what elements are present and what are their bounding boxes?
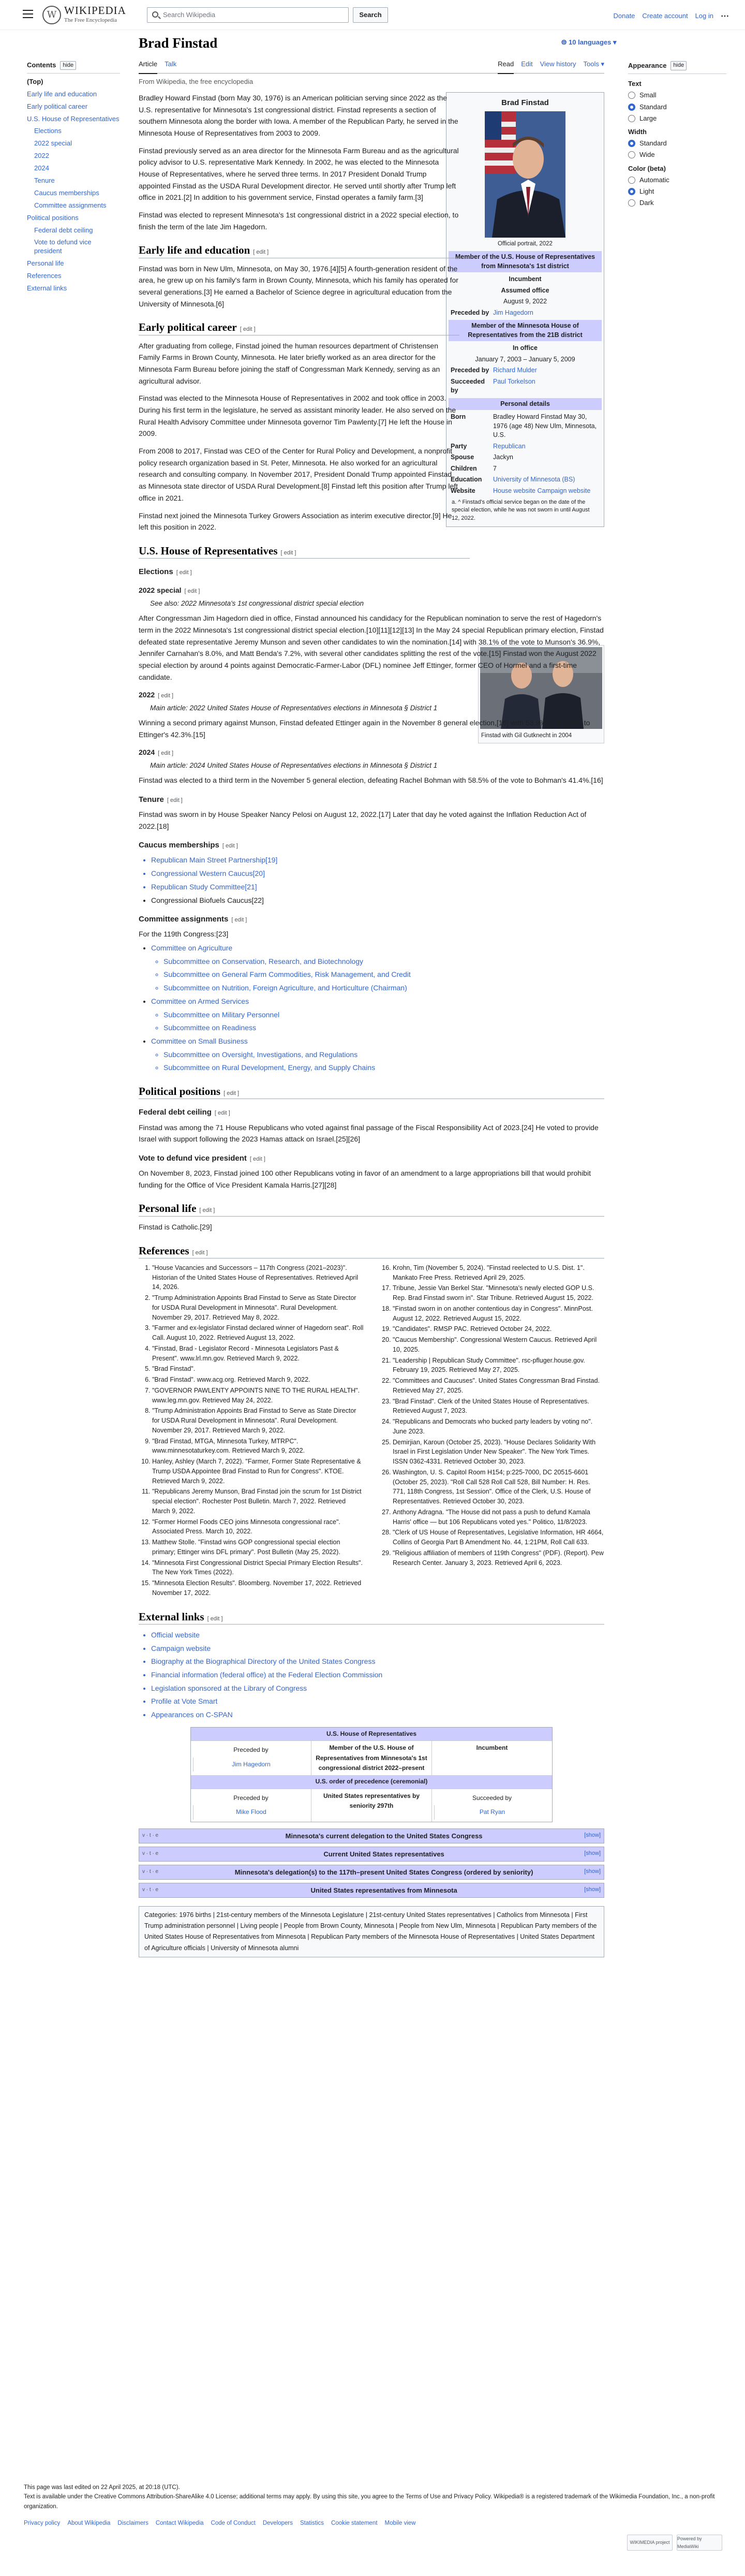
toc-item[interactable]: Tenure	[34, 177, 55, 185]
born-value: Bradley Howard Finstad May 30, 1976 (age 48) New Ulm, Minnesota, U.S.	[493, 413, 597, 439]
reference-item: 13. Matthew Stolle. "Finstad wins GOP congressional special election primary; Ettinger wins DFL primary". Post Bulletin (May 25, 2022).	[152, 1538, 364, 1557]
reference-item: 10. Hanley, Ashley (March 7, 2022). "Farmer, Former State Representative & Trump USDA Appointee Brad Finstad to Run for Congress". KTOE. Retrieved March 9, 2022.	[152, 1457, 364, 1486]
footer-link[interactable]: Disclaimers	[117, 2520, 148, 2527]
option-label: Light	[639, 187, 654, 195]
main-menu-icon[interactable]	[23, 10, 33, 18]
career-paragraph-3: From 2008 to 2017, Finstad was CEO of the Center for Rural Policy and Development, a nonprofit policy research organization based in St. Peter, Minnesota. He also worked for an agricultural research and consulting company. In November 2017, President Donald Trump appointed Finstad as Minnesota state director of USDA Rural Development.[8] Finstad left this position after Trump left office in 2021.	[139, 447, 458, 502]
section-heading-text: 2022	[139, 691, 155, 699]
reference-item: 22. "Committees and Caucuses". United States Congressman Brad Finstad. Retrieved May 27, 2025.	[393, 1376, 604, 1396]
mediawiki-badge[interactable]: Powered by MediaWiki	[677, 2535, 722, 2551]
toc-item[interactable]: Committee assignments	[34, 201, 107, 209]
edit-section-link[interactable]: [ edit ]	[199, 1207, 215, 1214]
lead-paragraph-2: Finstad previously served as an area director for the Minnesota Farm Bureau and as the agricultural policy advisor to U.S. representative Mark Kennedy. In 2002, he was elected to the Minnesota House of Representatives, where he served three terms. In 2017 President Donald Trump appointed Finstad as the USDA Rural Development director. He served until shortly after Trump left office in 2021.[2] In addition to his government service, Finstad operates a family farm.[3]	[139, 146, 459, 202]
precedence-next	[431, 1789, 552, 1822]
reference-item: 20. "Caucus Membership". Congressional Western Caucus. Retrieved April 10, 2025.	[393, 1335, 604, 1355]
section-house	[139, 544, 470, 559]
search-placeholder: Search Wikipedia	[163, 10, 216, 19]
navbox-vte-links[interactable]: v · t · e	[142, 1869, 159, 1875]
reference-item: 29. "Religious affiliation of members of 119th Congress" (PDF). (Report). Pew Research Center. January 3, 2023. Retrieved April 6, 2023.	[393, 1548, 604, 1568]
wikipedia-tagline: The Free Encyclopedia	[64, 17, 117, 23]
site-sub: From Wikipedia, the free encyclopedia	[139, 78, 254, 85]
section-heading-text: References	[139, 1244, 189, 1257]
edit-section-link[interactable]: [ edit ]	[214, 1110, 230, 1117]
tab-talk[interactable]: Talk	[165, 60, 177, 68]
subcommittee-item[interactable]: ◦ Subcommittee on General Farm Commodities, Risk Management, and Credit	[163, 969, 604, 980]
education-label: Education	[451, 476, 482, 484]
see-also-note[interactable]: See also: 2022 Minnesota's 1st congressional district special election	[150, 599, 364, 608]
navbox	[139, 1883, 604, 1898]
reference-item: 26. Washington, U. S. Capitol Room H154; p:225-7000, DC 20515-6601 (October 25, 2023). "Roll Call 528 Roll Call 528, Bill Number: H. Res. 771, 118th Congress, 1st Session". Office of the Clerk, U.S. House of Representatives. Retrieved October 30, 2023.	[393, 1468, 604, 1506]
committee-item	[151, 996, 604, 1034]
edit-section-link[interactable]: [ edit ]	[184, 588, 200, 595]
wikipedia-wordmark[interactable]: WIKIPEDIA	[64, 4, 126, 17]
succession-next: Incumbent	[431, 1741, 552, 1775]
toc-item[interactable]: 2024	[34, 164, 49, 172]
toc-item[interactable]: U.S. House of Representatives	[27, 114, 120, 123]
reference-column-1	[139, 1263, 364, 1599]
debt-ceiling-paragraph: Finstad was among the 71 House Republicans who voted against final passage of the Fiscal Responsibility Act of 2023.[24] He voted to provide Israel with support following the 2023 Hamas attack on Israel.[25][26]	[139, 1123, 599, 1144]
option-label: Standard	[639, 139, 667, 148]
text-size-standard[interactable]	[628, 103, 726, 112]
toc-item[interactable]: (Top)	[27, 77, 43, 85]
navbox	[139, 1847, 604, 1862]
section-early-career	[139, 320, 459, 335]
spouse-value: Jackyn	[493, 453, 513, 461]
toc-item[interactable]: External links	[27, 284, 67, 292]
option-label: Wide	[639, 151, 655, 159]
section-heading-text: 2022 special	[139, 586, 182, 595]
succession-previous	[191, 1741, 311, 1775]
section-committees	[139, 913, 604, 926]
category-links[interactable]: Categories: 1976 births | 21st-century members of the Minnesota Legislature | 21st-century United States representatives | Catholics from Minnesota | First Trump administration personnel | Living people | People from Brown County, Minnesota | People from New Ulm, Minnesota | Republican Party members of the United States House of Representatives from Minnesota | Republican Party members of the Minnesota House of Representatives | United States Department of Agriculture officials | University of Minnesota alumni	[139, 1906, 604, 1957]
main-article-2022-note[interactable]: Main article: 2022 United States House of Representatives elections in Minnesota § District 1	[150, 704, 438, 712]
edit-section-link[interactable]: [ edit ]	[249, 1155, 265, 1162]
section-early-life	[139, 243, 459, 258]
section-personal-life	[139, 1201, 604, 1216]
table-of-contents	[27, 61, 120, 297]
reference-item: 24. "Republicans and Democrats who bucked party leaders by voting no". June 2023.	[393, 1417, 604, 1437]
navbox-show-toggle[interactable]: [show]	[584, 1886, 601, 1893]
edit-section-link[interactable]: [ edit ]	[231, 917, 247, 924]
early-life-paragraph: Finstad was born in New Ulm, Minnesota, on May 30, 1976.[4][5] A fourth-generation resident of the area, he grew up on his family's farm in Brown County, Minnesota, which his family has operated for several generations.[3] He earned a Bachelor of Science degree in agricultural education from the University of Minnesota.[6]	[139, 264, 458, 308]
section-heading-text: Caucus memberships	[139, 841, 219, 850]
reference-item: 18. "Finstad sworn in on another contentious day in Congress". MinnPost. August 12, 2022. Retrieved August 15, 2022.	[393, 1304, 604, 1324]
navbox	[139, 1865, 604, 1880]
committee-list	[151, 942, 604, 1074]
election-2022-paragraph: Winning a second primary against Munson, Finstad defeated Ettinger again in the November 8 general election,[16] with 53.9% of the vote to Ettinger's 42.3%.[15]	[139, 718, 590, 739]
toc-item[interactable]: Elections	[34, 127, 62, 135]
toc-hide-button[interactable]: hide	[60, 61, 76, 69]
toc-item[interactable]: 2022 special	[34, 139, 72, 148]
section-tenure	[139, 794, 604, 806]
user-links	[613, 10, 729, 23]
mn-preceded-link[interactable]: Richard Mulder	[493, 367, 537, 374]
footer-link[interactable]: Cookie statement	[331, 2520, 378, 2527]
tab-view-history[interactable]: View history	[540, 60, 576, 68]
reference-item: 2. "Trump Administration Appoints Brad Finstad to Serve as State Director for USDA Rural Development in Minnesota". Rural Development. November 29, 2017. Retrieved May 8, 2022.	[152, 1293, 364, 1322]
wikipedia-logo-icon[interactable]: W	[42, 6, 61, 24]
reference-item: 23. "Brad Finstad". Clerk of the United States House of Representatives. Retrieved August 7, 2023.	[393, 1397, 604, 1416]
section-references	[139, 1243, 604, 1258]
footer-link[interactable]: Mobile view	[384, 2520, 416, 2527]
personal-life-paragraph: Finstad is Catholic.[29]	[139, 1222, 212, 1231]
infobox-member-band: Member of the U.S. House of Representatives from Minnesota's 1st district	[449, 251, 602, 272]
succession-box	[190, 1727, 553, 1822]
navbox-vte-links[interactable]: v · t · e	[142, 1833, 159, 1839]
career-paragraph-1: After graduating from college, Finstad joined the human resources department of Christensen Family Farms in Brown County, Minnesota. He later briefly worked as an area director for the Minnesota Farm Bureau before joining the staff of Congressman Mark Kennedy, serving as an agricultural advisor.	[139, 341, 440, 385]
toc-item[interactable]: 2022	[34, 152, 49, 160]
section-2024	[139, 747, 604, 758]
party-label: Party	[451, 442, 467, 450]
incumbent-label: Incumbent	[509, 275, 542, 283]
toc-item[interactable]: Caucus memberships	[34, 188, 99, 197]
committee-link[interactable]: Committee on Armed Services	[151, 997, 249, 1005]
color-automatic[interactable]	[628, 175, 726, 185]
color-label: Color (beta)	[628, 164, 666, 172]
section-heading-text: U.S. House of Representatives	[139, 544, 278, 557]
section-2022-special	[139, 584, 604, 596]
option-label: Dark	[639, 199, 654, 207]
reference-item: 25. Demirjian, Karoun (October 25, 2023). "House Declares Solidarity With Israel in First Legislation Under New Speaker". The New York Times. ISSN 0362-4331. Retrieved October 30, 2023.	[393, 1438, 604, 1467]
reference-item: 17. Tribune, Jessie Van Berkel Star. "Minnesota's newly elected GOP U.S. Rep. Brad Finstad sworn in". Star Tribune. Retrieved August 15, 2022.	[393, 1283, 604, 1303]
toc-item[interactable]: Vote to defund vice president	[34, 238, 92, 255]
party-link[interactable]: Republican	[493, 442, 526, 450]
edit-section-link[interactable]: [ edit ]	[192, 1249, 208, 1256]
navbox-title[interactable]: United States representatives from Minnesota	[310, 1886, 457, 1894]
reference-item: 28. "Clerk of US House of Representatives, Legislative Information, HR 4664, Collins of Georgia Part B Amendment No. 44, 1:21PM, Roll Call 633.	[393, 1528, 604, 1547]
toc-item[interactable]: Federal debt ceiling	[34, 226, 93, 234]
external-link-item[interactable]: • Legislation sponsored at the Library of Congress	[151, 1682, 604, 1694]
succeeded-label: Succeeded by	[472, 1794, 512, 1802]
committee-item	[151, 1035, 604, 1074]
preceded-by-label: Preceded by	[451, 309, 489, 316]
side-photo-caption: Finstad with Gil Gutknecht in 2004	[481, 733, 572, 739]
list-item: • Congressional Biofuels Caucus[22]	[151, 895, 604, 906]
navbox	[139, 1828, 604, 1843]
external-link-item[interactable]: • Financial information (federal office) at the Federal Election Commission	[151, 1669, 604, 1681]
website-links[interactable]: House website Campaign website	[493, 487, 591, 494]
list-item[interactable]: • Congressional Western Caucus[20]	[151, 868, 604, 880]
subcommittee-item[interactable]: ◦ Subcommittee on Nutrition, Foreign Agriculture, and Horticulture (Chairman)	[163, 982, 604, 994]
wikimedia-badge[interactable]: WIKIMEDIA project	[627, 2535, 673, 2551]
external-links-list	[151, 1629, 604, 1721]
precedence-previous	[191, 1789, 311, 1822]
edit-section-link[interactable]: [ edit ]	[158, 750, 174, 757]
tab-edit[interactable]: Edit	[521, 60, 533, 68]
radio-selected-icon	[628, 104, 635, 111]
navbox-title[interactable]: Minnesota's delegation(s) to the 117th–present United States Congress (ordered by seniority)	[234, 1868, 533, 1876]
section-heading-text: Political positions	[139, 1085, 221, 1097]
edit-section-link[interactable]: [ edit ]	[253, 249, 269, 256]
born-label: Born	[451, 413, 466, 421]
election-2024-paragraph: Finstad was elected to a third term in the November 5 general election, defeating Rachel Bohman with 58.5% of the vote to Bohman's 41.4%.[16]	[139, 775, 603, 784]
edit-section-link[interactable]: [ edit ]	[158, 693, 174, 699]
site-header	[0, 0, 745, 30]
external-link-item[interactable]: • Campaign website	[151, 1643, 604, 1655]
reference-item: 19. "Candidates". RMSP PAC. Retrieved October 24, 2022.	[393, 1324, 604, 1334]
language-count: 10 languages	[569, 38, 612, 46]
education-link[interactable]: University of Minnesota (BS)	[493, 476, 575, 484]
in-office-dates: January 7, 2003 – January 5, 2009	[475, 355, 575, 363]
page-title: Brad Finstad	[139, 35, 218, 51]
spouse-label: Spouse	[451, 453, 474, 461]
section-elections	[139, 566, 604, 578]
external-link-item[interactable]: • Profile at Vote Smart	[151, 1695, 604, 1707]
assumed-office-date: August 9, 2022	[503, 298, 547, 305]
language-selector-button[interactable]: 🌐︎ 10 languages ▾	[561, 38, 617, 46]
succession-header: U.S. House of Representatives	[191, 1728, 552, 1740]
option-label: Small	[639, 91, 657, 99]
footer-links	[24, 2519, 722, 2528]
main-article-2024-note[interactable]: Main article: 2024 United States House of Representatives elections in Minnesota § District 1	[150, 762, 438, 770]
reference-item: 15. "Minnesota Election Results". Bloomberg. November 17, 2022. Retrieved November 17, 2022.	[152, 1578, 364, 1598]
children-label: Children	[451, 464, 477, 472]
page-footer	[24, 2483, 722, 2549]
external-link-item[interactable]: • Official website	[151, 1629, 604, 1641]
edit-section-link[interactable]: [ edit ]	[222, 843, 238, 850]
external-link-item[interactable]: • Appearances on C-SPAN	[151, 1709, 604, 1721]
subcommittee-item[interactable]: ◦ Subcommittee on Conservation, Research, and Biotechnology	[163, 956, 604, 968]
login-link[interactable]: Log in	[695, 12, 713, 20]
footer-badges	[627, 2535, 722, 2551]
reference-item: 14. "Minnesota First Congressional District Special Primary Election Results". The New York Times (2022).	[152, 1558, 364, 1578]
search-icon	[152, 11, 158, 18]
reference-item: 5. "Brad Finstad".	[152, 1364, 364, 1374]
subcommittee-item[interactable]: ◦ Subcommittee on Military Personnel	[163, 1009, 604, 1021]
article-body	[139, 92, 604, 1957]
footer-link[interactable]: Contact Wikipedia	[155, 2520, 204, 2527]
infobox-footnote: a. ^ Finstad's official service began on the date of the special election, while he was not sworn in until August 12, 2022.	[452, 499, 590, 521]
section-heading-text: Early life and education	[139, 244, 250, 257]
precedence-current: United States representatives by seniority 297th	[311, 1789, 431, 1822]
reference-item: 6. "Brad Finstad". www.acg.org. Retrieved March 9, 2022.	[152, 1375, 364, 1385]
edit-section-link[interactable]: [ edit ]	[176, 569, 192, 576]
career-paragraph-2: Finstad was elected to the Minnesota House of Representatives in 2002 and took office in 2003. During his first term in the legislature, he served as assistant minority leader. He also served on the Rural Health Advisory Committee under Minnesota governor Tim Pawlenty.[7] He left the House in 2009.	[139, 394, 456, 438]
section-heading-text: Elections	[139, 567, 173, 577]
text-size-large[interactable]	[628, 114, 726, 123]
toc-item[interactable]: References	[27, 272, 62, 280]
edit-section-link[interactable]: [ edit ]	[240, 326, 256, 333]
in-office-label: In office	[513, 344, 538, 352]
section-heading-text: Personal life	[139, 1202, 197, 1215]
toc-item[interactable]: Early life and education	[27, 90, 97, 98]
license-text: Text is available under the Creative Commons Attribution-ShareAlike 4.0 License; additional terms may apply. By using this site, you agree to the Terms of Use and Privacy Policy. Wikipedia® is a registered trademark of the Wikimedia Foundation, Inc., a non-profit organization.	[24, 2494, 715, 2510]
footer-link[interactable]: Statistics	[300, 2520, 324, 2527]
edit-section-link[interactable]: [ edit ]	[224, 1090, 240, 1096]
radio-selected-icon	[628, 140, 635, 147]
section-positions	[139, 1084, 604, 1099]
list-item[interactable]: • Republican Study Committee[21]	[151, 881, 604, 893]
appearance-panel	[628, 61, 726, 210]
appearance-hide-button[interactable]: hide	[671, 61, 687, 70]
color-dark[interactable]	[628, 198, 726, 208]
committee-link[interactable]: Committee on Agriculture	[151, 944, 233, 953]
reference-item: 4. "Finstad, Brad - Legislator Record - Minnesota Legislators Past & Present". www.lrl.mn.gov. Retrieved March 9, 2022.	[152, 1344, 364, 1364]
reference-item: 3. "Farmer and ex-legislator Finstad declared winner of Hagedorn seat". Roll Call. August 10, 2022. Retrieved August 13, 2022.	[152, 1323, 364, 1343]
career-paragraph-4: Finstad next joined the Minnesota Turkey Growers Association as interim executive director.[9] He left this position in 2022.	[139, 511, 452, 532]
text-size-small[interactable]	[628, 91, 726, 100]
special-election-paragraph: After Congressman Jim Hagedorn died in office, Finstad announced his candidacy for the Republican nomination to serve the rest of Hagedorn's term in the 2022 Minnesota's 1st congressional district special election.[10][11][12][13] In the May 24 special Republican primary election, Finstad defeated state representative Jeremy Munson and seven other candidates to win the nomination.[14] with 38.1% of the vote to Munson's 36.9%, Jennifer Carnahan's 8.0%, and Matt Benda's 7.2%, with several other candidates splitting the rest of the vote.[15] Finstad won the August 2022 special election by around 4 points against Democratic-Farmer-Labor (DFL) nominee Jeff Ettinger, former CEO of Hormel and a first-time candidate.	[139, 614, 604, 681]
width-standard[interactable]	[628, 139, 726, 148]
tools-label: Tools	[583, 60, 599, 68]
personal-details-band: Personal details	[449, 398, 602, 411]
toc-item[interactable]: Early political career	[27, 102, 88, 110]
portrait-caption: Official portrait, 2022	[498, 241, 553, 247]
radio-icon	[628, 151, 635, 158]
reference-item: 8. "Trump Administration Appoints Brad Finstad to Serve as State Director for USDA Rural Development in Minnesota". Rural Development. November 29, 2017. Retrieved March 9, 2022.	[152, 1406, 364, 1435]
preceded-label: Preceded by	[233, 1794, 269, 1802]
radio-selected-icon	[628, 188, 635, 195]
navbox-show-toggle[interactable]: [show]	[584, 1868, 601, 1875]
footer-link[interactable]: About Wikipedia	[67, 2520, 111, 2527]
children-value: 7	[493, 464, 497, 472]
section-heading-text: 2024	[139, 748, 155, 757]
option-label: Large	[639, 114, 657, 122]
radio-icon	[628, 92, 635, 99]
section-external-links	[139, 1609, 604, 1624]
subcommittee-item[interactable]: ◦ Subcommittee on Rural Development, Energy, and Supply Chains	[163, 1062, 604, 1074]
width-wide[interactable]	[628, 150, 726, 159]
section-heading-text: Committee assignments	[139, 915, 229, 924]
section-heading-text: Vote to defund vice president	[139, 1153, 247, 1163]
radio-icon	[628, 199, 635, 207]
navbox-show-toggle[interactable]: [show]	[584, 1850, 601, 1857]
section-2022	[139, 689, 604, 701]
preceded-link[interactable]: Mike Flood	[193, 1805, 309, 1819]
color-light[interactable]	[628, 187, 726, 196]
reference-item: 21. "Leadership | Republican Study Committee". rsc-pfluger.house.gov. February 19, 2025. Retrieved May 27, 2025.	[393, 1356, 604, 1375]
preceded-link[interactable]: Jim Hagedorn	[193, 1758, 309, 1772]
reference-item: 12. "Former Hormel Foods CEO joins Minnesota congressional race". Associated Press. March 10, 2022.	[152, 1517, 364, 1537]
committee-item	[151, 942, 604, 994]
external-link-item[interactable]: • Biography at the Biographical Directory of the United States Congress	[151, 1656, 604, 1667]
navbox-vte-links[interactable]: v · t · e	[142, 1887, 159, 1893]
assumed-office-label: Assumed office	[501, 286, 549, 294]
toc-item[interactable]: Personal life	[27, 259, 64, 268]
reference-item: 7. "GOVERNOR PAWLENTY APPOINTS NINE TO THE RURAL HEALTH". www.leg.mn.gov. Retrieved May 24, 2022.	[152, 1386, 364, 1406]
website-label: Website	[451, 487, 475, 494]
navbox-title[interactable]: Minnesota's current delegation to the United States Congress	[285, 1832, 483, 1840]
navbox-group	[139, 1828, 604, 1898]
mn-succeeded-link[interactable]: Paul Torkelson	[493, 377, 535, 385]
tools-menu[interactable]: Tools ▾	[583, 60, 604, 68]
mn-preceded-label: Preceded by	[451, 367, 489, 374]
committee-link[interactable]: Committee on Small Business	[151, 1036, 248, 1045]
page-tabs	[139, 56, 604, 74]
succeeded-link[interactable]: Pat Ryan	[434, 1805, 550, 1819]
toc-item[interactable]: Political positions	[27, 213, 79, 222]
edit-section-link[interactable]: [ edit ]	[167, 797, 183, 803]
radio-icon	[628, 115, 635, 122]
radio-icon	[628, 177, 635, 184]
appearance-title: Appearance	[628, 62, 667, 69]
navbox-show-toggle[interactable]: [show]	[584, 1832, 601, 1839]
infobox-title: Brad Finstad	[501, 98, 549, 107]
infobox-mn-house-band: Member of the Minnesota House of Representatives from the 21B district	[449, 320, 602, 341]
section-debt-ceiling	[139, 1106, 604, 1119]
defund-vp-paragraph: On November 8, 2023, Finstad joined 100 other Republicans voting in favor of an amendment to a large appropriations bill that would prohibit funding for the Office of Vice President Kamala Harris.[27][28]	[139, 1169, 591, 1189]
reference-list	[139, 1263, 604, 1599]
footer-link[interactable]: Code of Conduct	[211, 2520, 256, 2527]
edit-section-link[interactable]: [ edit ]	[207, 1615, 223, 1622]
width-label: Width	[628, 127, 647, 136]
section-heading-text: Federal debt ceiling	[139, 1108, 212, 1117]
edit-section-link[interactable]: [ edit ]	[280, 549, 296, 556]
tenure-paragraph: Finstad was sworn in by House Speaker Nancy Pelosi on August 12, 2022.[17] Later that day he voted against the Inflation Reduction Act of 2022.[18]	[139, 810, 587, 830]
navbox-vte-links[interactable]: v · t · e	[142, 1851, 159, 1857]
mn-succeeded-label: Succeeded by	[451, 377, 485, 394]
option-label: Automatic	[639, 175, 669, 184]
section-heading-text: Early political career	[139, 321, 237, 334]
toc-list	[27, 78, 120, 293]
list-item[interactable]: • Republican Main Street Partnership[19]	[151, 854, 604, 866]
reference-item: 1. "House Vacancies and Successors – 117th Congress (2021–2023)". Historian of the United States House of Representatives. Retrieved April 14, 2026.	[152, 1263, 364, 1292]
subcommittee-item[interactable]: ◦ Subcommittee on Oversight, Investigations, and Regulations	[163, 1049, 604, 1061]
reference-column-2	[379, 1263, 604, 1599]
reference-item: 16. Krohn, Tim (November 5, 2024). "Finstad reelected to U.S. Dist. 1". Mankato Free Press. Retrieved April 29, 2025.	[393, 1263, 604, 1283]
lead-paragraph-3: Finstad was elected to represent Minnesota's 1st congressional district in a 2022 special election, to finish the term of the late Jim Hagedorn.	[139, 211, 459, 231]
search-input[interactable]	[147, 7, 349, 23]
search-button[interactable]: Search	[353, 7, 388, 23]
subcommittee-item[interactable]: ◦ Subcommittee on Readiness	[163, 1022, 604, 1034]
tab-read[interactable]: Read	[498, 59, 514, 74]
option-label: Standard	[639, 103, 667, 111]
toc-title: Contents	[27, 61, 56, 69]
succession-current: Member of the U.S. House of Representatives from Minnesota's 1st congressional district 2022–present	[311, 1741, 431, 1775]
reference-item: 9. "Brad Finstad, MTGA, Minnesota Turkey, MTRPC". www.minnesotaturkey.com. Retrieved March 9, 2022.	[152, 1437, 364, 1456]
donate-link[interactable]: Donate	[613, 12, 635, 20]
reference-item: 11. "Republicans Jeremy Munson, Brad Finstad join the scrum for 1st District special election". Rochester Post Bulletin. March 7, 2022. Retrieved March 9, 2022.	[152, 1487, 364, 1516]
last-edited-text: This page was last edited on 22 April 2025, at 20:18 (UTC).	[24, 2484, 180, 2491]
committee-intro: For the 119th Congress:[23]	[139, 930, 229, 939]
preceded-by-link[interactable]: Jim Hagedorn	[493, 309, 533, 316]
reference-item: 27. Anthony Adragna. "The House did not pass a push to defund Kamala Harris' office — but 106 Republicans voted yes." Politico, 11/8/2023.	[393, 1507, 604, 1527]
caucus-list	[151, 854, 604, 906]
text-size-label: Text	[628, 80, 642, 88]
tab-article[interactable]: Article	[139, 59, 157, 74]
section-heading-text: Tenure	[139, 795, 164, 804]
navbox-title[interactable]: Current United States representatives	[323, 1850, 444, 1858]
section-defund-vp	[139, 1152, 604, 1165]
section-heading-text: External links	[139, 1610, 204, 1623]
preceded-label: Preceded by	[233, 1746, 269, 1754]
create-account-link[interactable]: Create account	[642, 12, 688, 20]
more-options-icon[interactable]: ⋯	[721, 12, 729, 21]
section-caucus	[139, 839, 604, 852]
precedence-header: U.S. order of precedence (ceremonial)	[191, 1775, 552, 1788]
footer-link[interactable]: Developers	[262, 2520, 293, 2527]
lead-paragraph-1: Bradley Howard Finstad (born May 30, 1976) is an American politician serving since 2022 as the U.S. representative for Minnesota's 1st congressional district. Finstad represents a section of southern Minnesota along the border with Iowa. A member of the Republican Party, he served in the Minnesota House of Representatives from 2003 to 2009.	[139, 94, 458, 138]
footer-link[interactable]: Privacy policy	[24, 2520, 61, 2527]
